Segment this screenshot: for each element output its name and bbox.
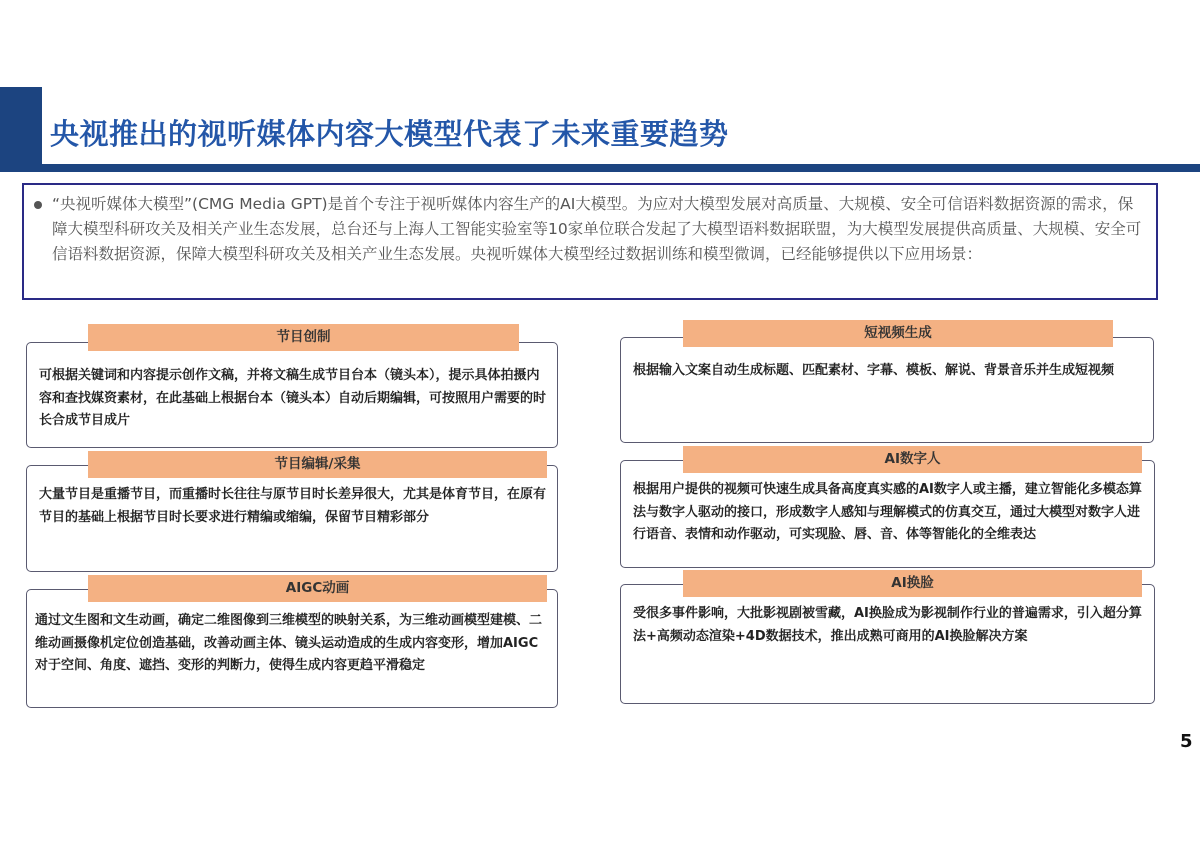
card-short-video	[620, 337, 1154, 443]
bullet-icon	[34, 201, 42, 209]
intro-text: “央视听媒体大模型”(CMG Media GPT)是首个专注于视听媒体内容生产的AI大模型。为应对大模型发展对高质量、大规模、安全可信语料数据资源的需求，保障大模型科研攻关及相关产业生态发展，总台还与上海人工智能实验室等10家单位联合发起了大模型语料数据联盟，为大模型发展提供高质量、大规模、安全可信语料数据资源，保障大模型科研攻关及相关产业生态发展。央视听媒体大模型经过数据训练和模型微调，已经能够提供以下应用场景：	[52, 195, 1142, 263]
card-body: 根据用户提供的视频可快速生成具备高度真实感的AI数字人或主播，建立智能化多模态算法与数字人驱动的接口，形成数字人感知与理解模式的仿真交互，通过大模型对数字人进行语音、表情和动作驱动，可实现脸、唇、音、体等智能化的全维表达	[633, 482, 1142, 542]
card-label: AI换脸	[683, 570, 1142, 597]
card-label: 短视频生成	[683, 320, 1113, 347]
card-ai-digital-human	[620, 460, 1155, 568]
page-number: 5	[1180, 731, 1193, 752]
card-ai-face-swap	[620, 584, 1155, 704]
card-body: 通过文生图和文生动画，确定二维图像到三维模型的映射关系，为三维动画模型建模、二维动画摄像机定位创造基础，改善动画主体、镜头运动造成的生成内容变形，增加AIGC对于空间、角度、遮挡、变形的判断力，使得生成内容更趋平滑稳定	[35, 613, 543, 673]
card-body: 根据输入文案自动生成标题、匹配素材、字幕、模板、解说、背景音乐并生成短视频	[633, 363, 1115, 378]
card-program-editing	[26, 465, 558, 572]
card-aigc-animation	[26, 589, 558, 708]
page-title: 央视推出的视听媒体内容大模型代表了未来重要趋势	[50, 117, 729, 151]
card-label: AI数字人	[683, 446, 1142, 473]
card-label: AIGC动画	[88, 575, 547, 602]
card-body: 大量节目是重播节目，而重播时长往往与原节目时长差异很大，尤其是体育节目，在原有节目的基础上根据节目时长要求进行精编或缩编，保留节目精彩部分	[39, 487, 547, 525]
title-accent-bar	[0, 87, 42, 172]
card-label: 节目编辑/采集	[88, 451, 547, 478]
card-label: 节目创制	[88, 324, 519, 351]
title-underline	[42, 164, 1200, 172]
card-body: 受很多事件影响，大批影视剧被雪藏，AI换脸成为影视制作行业的普遍需求，引入超分算法+高频动态渲染+4D数据技术，推出成熟可商用的AI换脸解决方案	[633, 606, 1142, 644]
intro-box	[22, 183, 1158, 300]
card-body: 可根据关键词和内容提示创作文稿，并将文稿生成节目台本（镜头本），提示具体拍摄内容和查找媒资素材，在此基础上根据台本（镜头本）自动后期编辑，可按照用户需要的时长合成节目成片	[39, 368, 547, 428]
card-program-creation	[26, 342, 558, 448]
